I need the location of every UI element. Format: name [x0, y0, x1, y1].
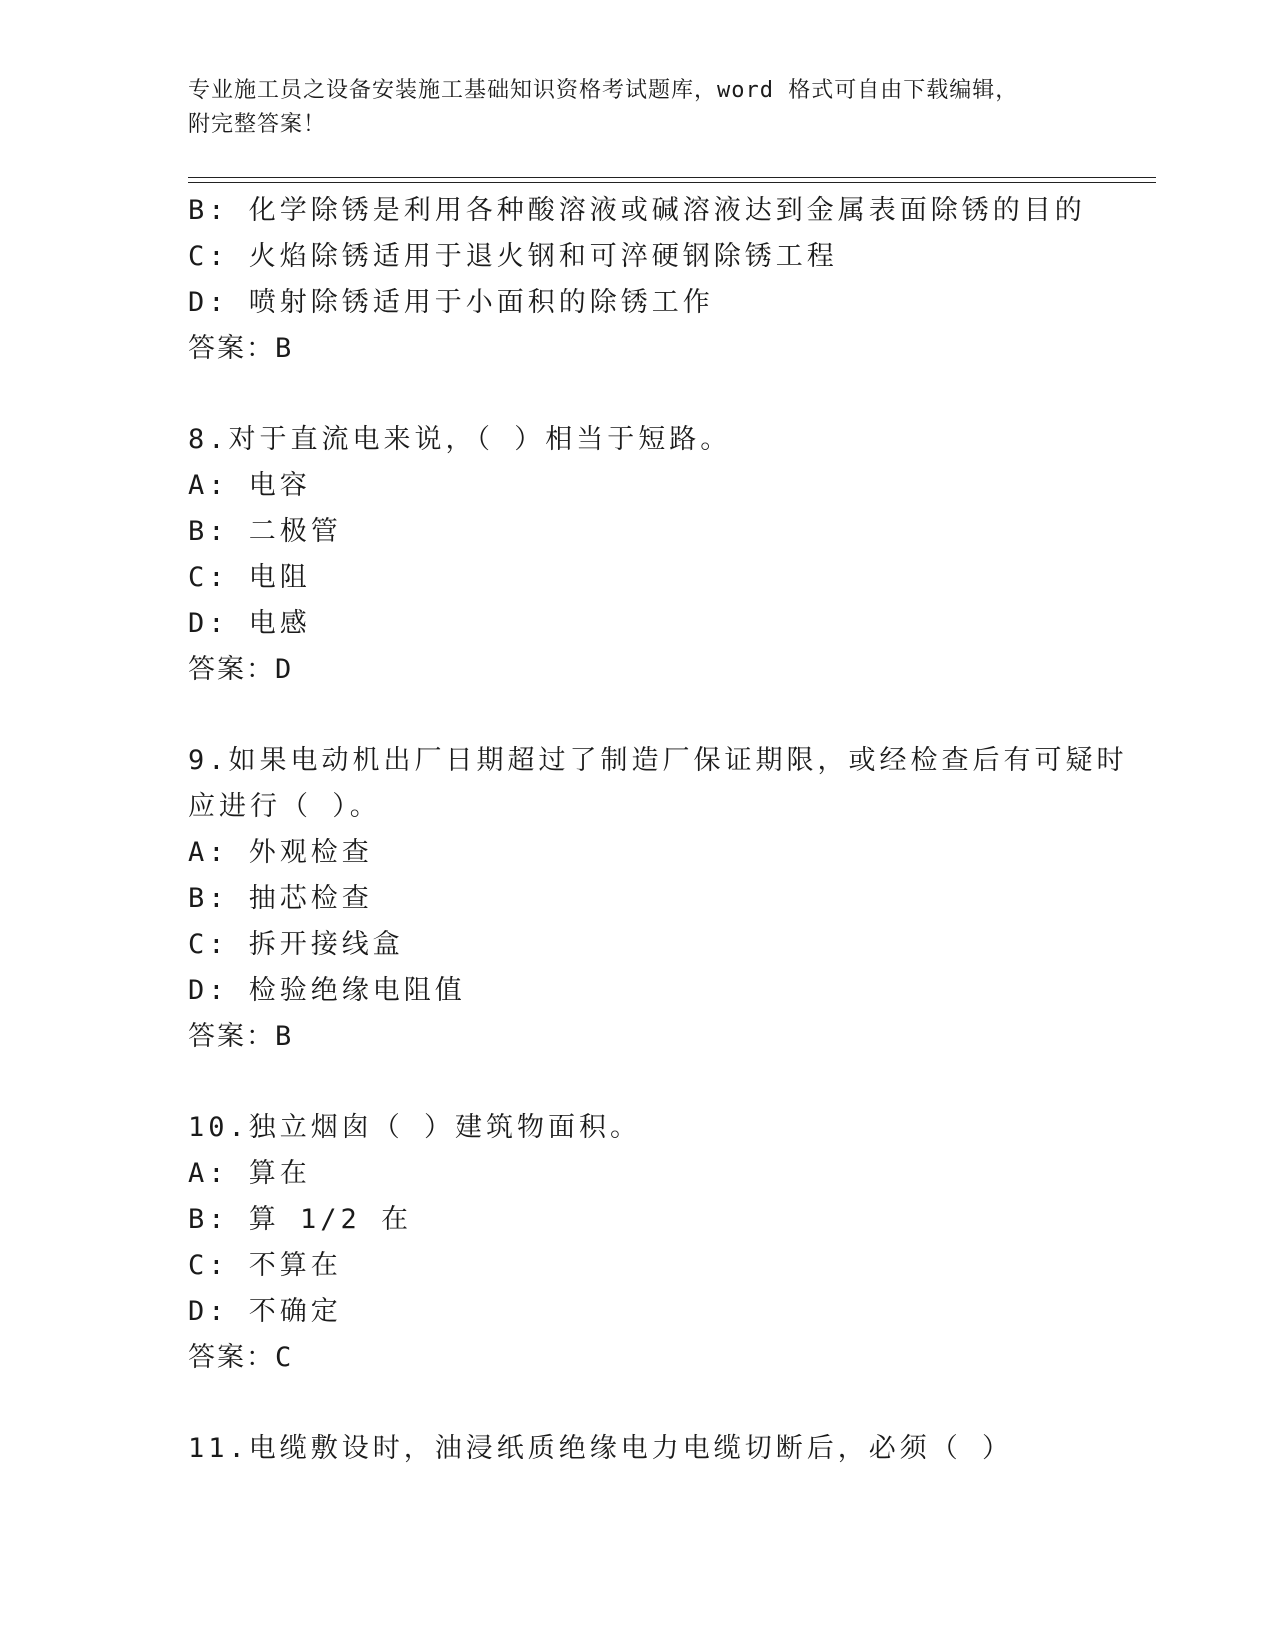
option-text: 不确定: [248, 1296, 342, 1327]
option-label: B: [188, 883, 209, 914]
question-stem: 10.独立烟囱（ ）建筑物面积。: [188, 1112, 642, 1143]
answer-line: 答案：D: [188, 654, 294, 685]
option-separator: :: [208, 1204, 249, 1235]
question-stem: 8.对于直流电来说，（ ）相当于短路。: [188, 424, 732, 455]
option-text: 算在: [248, 1158, 311, 1189]
answer-line: 答案：B: [188, 333, 294, 364]
question-stem: 应进行（ ）。: [188, 791, 381, 822]
option-d: [188, 280, 1148, 326]
question-spacer: [188, 693, 1148, 738]
option-b: [188, 188, 1148, 234]
option-b: [188, 509, 1148, 555]
option-d: [188, 601, 1148, 647]
option-c: [188, 555, 1148, 601]
option-label: D: [188, 975, 209, 1006]
question-spacer: [188, 372, 1148, 417]
option-text: 电阻: [248, 562, 311, 593]
option-text: 拆开接线盒: [248, 929, 404, 960]
option-c: [188, 922, 1148, 968]
header-divider-bottom: [188, 182, 1156, 183]
option-separator: :: [208, 562, 249, 593]
option-label: C: [188, 562, 209, 593]
option-separator: :: [208, 1158, 249, 1189]
question-stem: 11.电缆敷设时，油浸纸质绝缘电力电缆切断后，必须（ ）: [188, 1433, 1014, 1464]
question-stem: 9.如果电动机出厂日期超过了制造厂保证期限，或经检查后有可疑时: [188, 745, 1128, 776]
option-b: [188, 876, 1148, 922]
option-text: 算 1/2 在: [248, 1204, 413, 1235]
option-d: [188, 968, 1148, 1014]
option-text: 二极管: [248, 516, 342, 547]
option-separator: :: [208, 929, 249, 960]
option-text: 化学除锈是利用各种酸溶液或碱溶液达到金属表面除锈的目的: [248, 195, 1086, 226]
option-label: C: [188, 241, 209, 272]
option-label: A: [188, 470, 209, 501]
option-separator: :: [208, 516, 249, 547]
option-text: 火焰除锈适用于退火钢和可淬硬钢除锈工程: [248, 241, 838, 272]
option-c: [188, 1243, 1148, 1289]
answer-line: 答案：B: [188, 1021, 294, 1052]
question-carryover: [188, 188, 1148, 372]
option-label: B: [188, 1204, 209, 1235]
option-label: C: [188, 1250, 209, 1281]
question-item: [188, 417, 1148, 693]
answer-line: 答案：C: [188, 1342, 294, 1373]
option-text: 喷射除锈适用于小面积的除锈工作: [248, 287, 714, 318]
question-item: [188, 738, 1148, 1060]
option-text: 检验绝缘电阻值: [248, 975, 466, 1006]
option-a: [188, 463, 1148, 509]
option-a: [188, 830, 1148, 876]
option-separator: :: [208, 883, 249, 914]
option-separator: :: [208, 241, 249, 272]
question-spacer: [188, 1381, 1148, 1426]
option-text: 电感: [248, 608, 311, 639]
option-label: B: [188, 516, 209, 547]
option-label: D: [188, 608, 209, 639]
option-separator: :: [208, 1250, 249, 1281]
header-title-line-1: 专业施工员之设备安装施工基础知识资格考试题库，word 格式可自由下载编辑，: [188, 78, 1019, 103]
option-separator: :: [208, 195, 249, 226]
option-label: C: [188, 929, 209, 960]
option-c: [188, 234, 1148, 280]
option-text: 抽芯检查: [248, 883, 373, 914]
option-label: B: [188, 195, 209, 226]
option-label: A: [188, 1158, 209, 1189]
option-label: D: [188, 1296, 209, 1327]
document-header: [188, 74, 1068, 142]
option-separator: :: [208, 975, 249, 1006]
question-spacer: [188, 1060, 1148, 1105]
option-separator: :: [208, 1296, 249, 1327]
header-title-line-2: 附完整答案！: [188, 112, 327, 137]
question-item: [188, 1426, 1148, 1472]
question-list: [188, 188, 1148, 1472]
option-separator: :: [208, 287, 249, 318]
option-separator: :: [208, 837, 249, 868]
option-separator: :: [208, 608, 249, 639]
option-text: 不算在: [248, 1250, 342, 1281]
option-label: D: [188, 287, 209, 318]
option-text: 电容: [248, 470, 311, 501]
header-divider-top: [188, 177, 1156, 178]
option-a: [188, 1151, 1148, 1197]
option-separator: :: [208, 470, 249, 501]
question-item: [188, 1105, 1148, 1381]
option-d: [188, 1289, 1148, 1335]
option-text: 外观检查: [248, 837, 373, 868]
option-b: [188, 1197, 1148, 1243]
option-label: A: [188, 837, 209, 868]
